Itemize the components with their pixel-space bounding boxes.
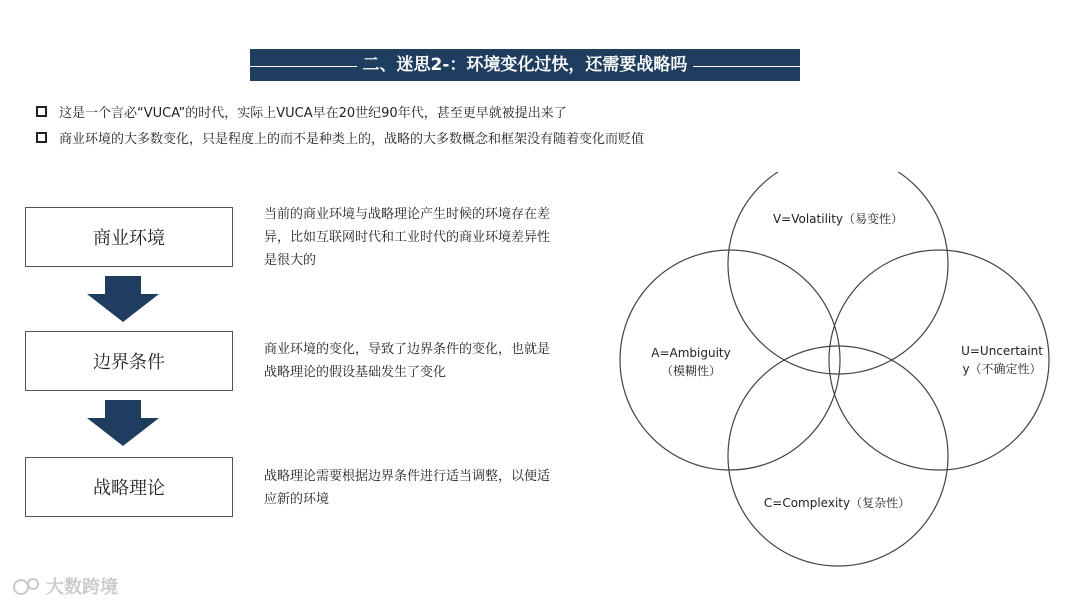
vuca-venn-diagram bbox=[610, 172, 1070, 582]
flow-description bbox=[264, 338, 604, 384]
venn-label-uncertainty bbox=[942, 342, 1062, 378]
flow-box-strategy-theory bbox=[25, 457, 233, 517]
desc-line: 是很大的 bbox=[264, 253, 317, 268]
down-arrow-icon bbox=[87, 276, 159, 322]
desc-line: 商业环境的变化，导致了边界条件的变化，也就是 bbox=[264, 342, 551, 357]
venn-label-line: y（不确定性） bbox=[962, 362, 1042, 376]
venn-label-line: A=Ambiguity bbox=[651, 346, 731, 360]
flow-box-business-environment bbox=[25, 207, 233, 267]
bullet-item bbox=[36, 98, 796, 124]
bullet-text: 这是一个言必“VUCA”的时代，实际上VUCA早在20世纪90年代，甚至更早就被提出来了 bbox=[59, 105, 567, 121]
desc-line: 应新的环境 bbox=[264, 492, 330, 507]
watermark-text: 大数跨境 bbox=[46, 577, 118, 598]
title-banner bbox=[250, 49, 800, 81]
bullet-item bbox=[36, 124, 796, 150]
square-bullet-icon bbox=[36, 106, 47, 117]
venn-label-line: V=Volatility（易变性） bbox=[772, 212, 904, 226]
venn-label-line: （模糊性） bbox=[660, 364, 721, 378]
watermark-logo-icon bbox=[12, 575, 42, 597]
desc-line: 异，比如互联网时代和工业时代的商业环境差异性 bbox=[264, 230, 551, 245]
down-arrow-icon bbox=[87, 400, 159, 446]
square-bullet-icon bbox=[36, 132, 47, 143]
venn-circle-v bbox=[728, 172, 948, 374]
flow-label: 边界条件 bbox=[93, 352, 165, 373]
venn-label-line: C=Complexity（复杂性） bbox=[763, 496, 911, 510]
desc-line: 战略理论的假设基础发生了变化 bbox=[264, 365, 447, 380]
bullet-text: 商业环境的大多数变化，只是程度上的而不是种类上的，战略的大多数概念和框架没有随着变化而贬值 bbox=[59, 131, 645, 147]
venn-label-ambiguity bbox=[636, 344, 746, 380]
venn-label-line: U=Uncertaint bbox=[961, 344, 1043, 358]
desc-line: 战略理论需要根据边界条件进行适当调整，以便适 bbox=[264, 469, 551, 484]
flow-box-boundary-conditions bbox=[25, 331, 233, 391]
bullet-list bbox=[36, 98, 796, 150]
flow-description bbox=[264, 465, 604, 511]
flow-label: 商业环境 bbox=[93, 228, 165, 249]
desc-line: 当前的商业环境与战略理论产生时候的环境存在差 bbox=[264, 207, 551, 222]
flow-description bbox=[264, 203, 604, 272]
venn-label-complexity bbox=[742, 494, 932, 512]
flow-label: 战略理论 bbox=[93, 478, 165, 499]
watermark bbox=[12, 572, 118, 600]
slide-title: 二、迷思2-：环境变化过快，还需要战略吗 bbox=[357, 55, 694, 75]
venn-label-volatility bbox=[750, 210, 926, 228]
